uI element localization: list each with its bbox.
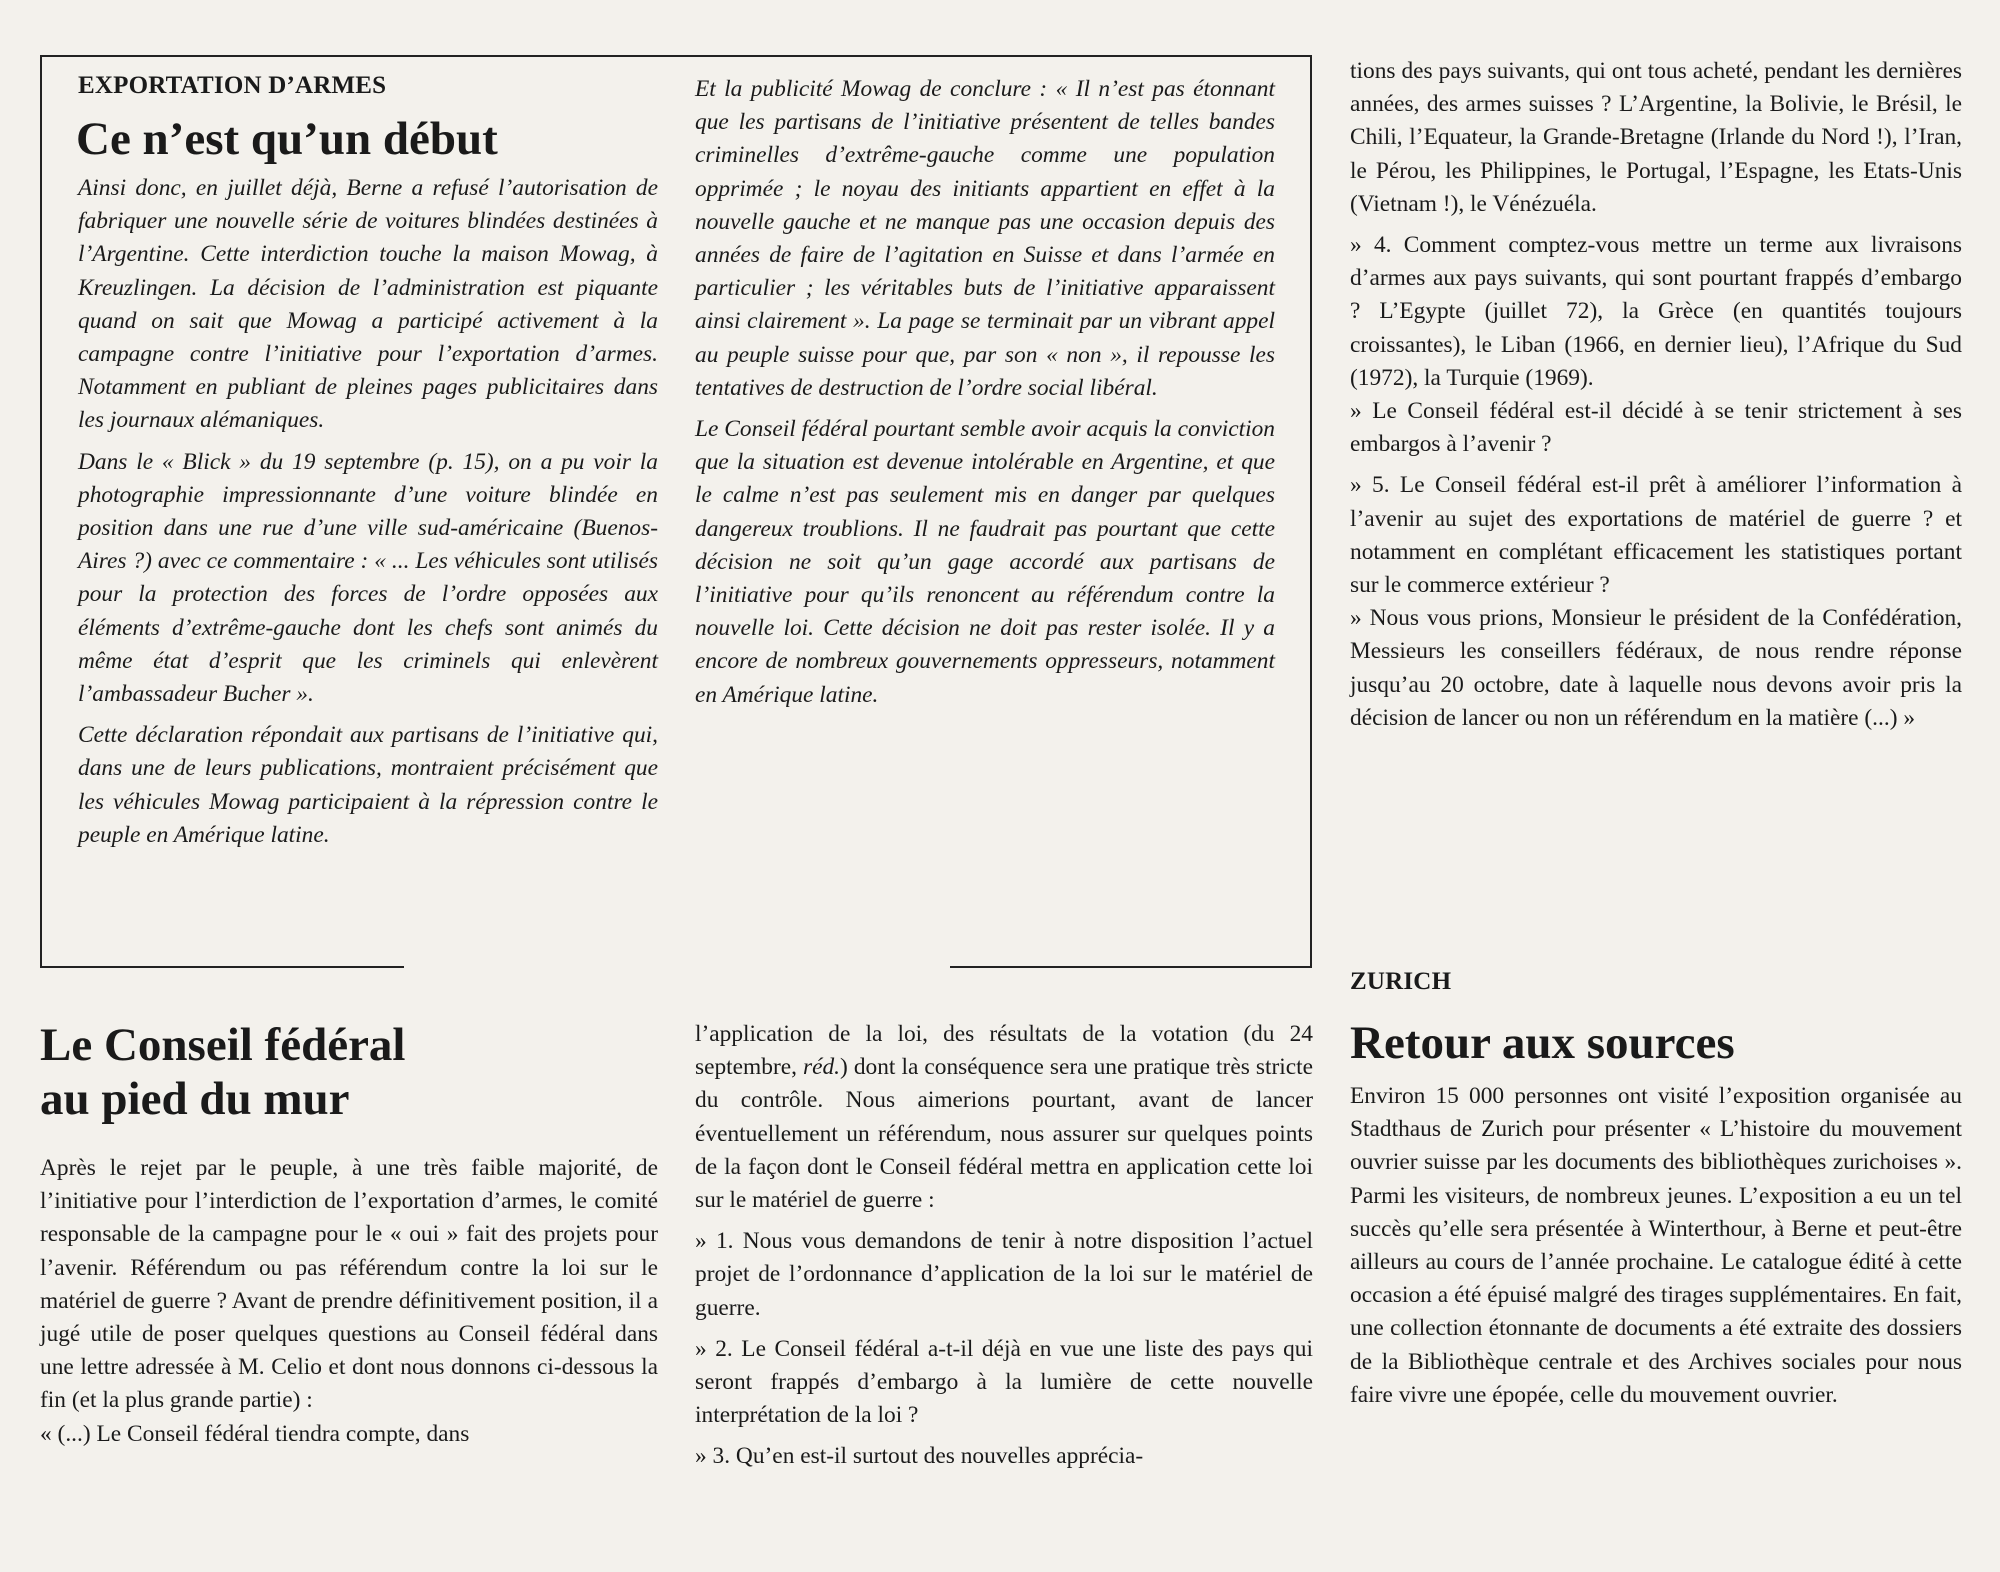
conseil-col2-question-1: » 1. Nous vous demandons de tenir à notre disposition l’actuel projet de l’ordonnance d’application de la loi sur le matériel de guerre. (695, 1228, 1313, 1321)
conseil-col2-intro-b: ) dont la conséquence sera une pratique très stricte du contrôle. Nous aimerions pourtant, avant de lancer éventuellement un référendum, nous assurer sur quelques points de la façon dont le Conseil fédéral mettra en application cette loi sur le matériel de guerre : (695, 1054, 1313, 1214)
conseil-col1-para-1: Après le rejet par le peuple, à une très faible majorité, de l’initiative pour l’interdiction de l’exportation d’armes, le comité responsable de la campagne pour le « oui » fait des projets pour l’avenir. Référendum ou pas référendum contre la loi sur le matériel de guerre ? Avant de prendre définitivement position, il a jugé utile de poser quelques questions au Conseil fédéral dans une lettre adressée à M. Celio et dont nous donnons ci-dessous la fin (et la plus grande partie) : (40, 1155, 658, 1414)
box-headline: Ce n’est qu’un début (76, 113, 498, 165)
box-border-top (40, 55, 1312, 57)
box-column-2 (695, 73, 1275, 712)
letter-para-4: » 4. Comment comptez-vous mettre un terme aux livraisons d’armes aux pays suivants, qui sont pourtant frappés d’embargo ? L’Egypte (juillet 72), la Grèce (en quantités toujours croissantes), le Liban (1966, en dernier lieu), l’Afrique du Sud (1972), la Turquie (1969). (1350, 232, 1962, 391)
letter-para-embargo: » Le Conseil fédéral est-il décidé à se tenir strictement à ses embargos à l’avenir ? (1350, 398, 1962, 458)
conseil-col2-question-3: » 3. Qu’en est-il surtout des nouvelles apprécia- (695, 1443, 1144, 1470)
conseil-column-1 (40, 1152, 658, 1451)
conseil-column-2 (695, 1018, 1313, 1474)
letter-para-5: » 5. Le Conseil fédéral est-il prêt à améliorer l’information à l’avenir au sujet des exportations de matériel de guerre ? et notamment en complétant efficacement les statistiques portant sur le commerce extérieur ? (1350, 472, 1962, 599)
box-border-right (1310, 55, 1312, 967)
letter-para-continuation: tions des pays suivants, qui ont tous acheté, pendant les dernières années, des armes suisses ? L’Argentine, la Bolivie, le Brésil, le Chili, l’Equateur, la Grande-Bretagne (Irlande du Nord !), l’Iran, le Pérou, les Philippines, le Portugal, l’Espagne, les Etats-Unis (Vietnam !), le Vénézuéla. (1350, 58, 1962, 217)
conseil-col2-intro (695, 1018, 1313, 1217)
right-column-letter (1350, 55, 1962, 735)
box-column-1 (78, 172, 658, 852)
conseil-col2-intro-a: l’application de la loi, des résultats de la votation (du 24 septembre, (695, 1021, 1313, 1081)
box-col1-para-1: Ainsi donc, en juillet déjà, Berne a refusé l’autorisation de fabriquer une nouvelle série de voitures blindées destinées à l’Argentine. Cette interdiction touche la maison Mowag, à Kreuzlingen. La décision de l’administration est piquante quand on sait que Mowag a participé activement à la campagne contre l’initiative pour l’exportation d’armes. Notamment en publiant de pleines pages publicitaires dans les journaux alémaniques. (78, 175, 658, 434)
zurich-body: Environ 15 000 personnes ont visité l’exposition organisée au Stadthaus de Zurich pour présenter « L’histoire du mouvement ouvrier suisse par les documents des bibliothèques zurichoises ». Parmi les visiteurs, de nombreux jeunes. L’exposition a eu un tel succès qu’elle sera présentée à Winterthour, à Berne et peut-être ailleurs au cours de l’année prochaine. Le catalogue édité à cette occasion a été épuisé malgré des tirages supplémentaires. En fait, une collection étonnante de documents a été extraite des dossiers de la Bibliothèque centrale et des Archives sociales pour nous faire vivre une épopée, celle du mouvement ouvrier. (1350, 1083, 1962, 1408)
conseil-col2-intro-red: réd. (803, 1054, 841, 1081)
box-kicker: EXPORTATION D’ARMES (78, 72, 387, 99)
zurich-headline: Retour aux sources (1350, 1017, 1735, 1069)
zurich-column (1350, 1080, 1962, 1412)
zurich-kicker: ZURICH (1350, 968, 1452, 995)
conseil-headline (40, 1018, 406, 1126)
box-border-bottom-left (40, 966, 404, 968)
box-col2-para-1: Et la publicité Mowag de conclure : « Il n’est pas étonnant que les partisans de l’initiative présentent de telles bandes criminelles d’extrême-gauche comme une population opprimée ; le noyau des initiants appartient en effet à la nouvelle gauche et ne manque pas une occasion depuis des années de faire de l’agitation en Suisse et dans l’armée en particulier ; les véritables buts de l’initiative apparaissent ainsi clairement ». La page se terminait par un vibrant appel au peuple suisse pour que, par son « non », il repousse les tentatives de destruction de l’ordre social libéral. (695, 76, 1275, 401)
box-border-bottom-right (950, 966, 1312, 968)
letter-para-closing: » Nous vous prions, Monsieur le président de la Confédération, Messieurs les conseillers fédéraux, de nous rendre réponse jusqu’au 20 octobre, date à laquelle nous devons avoir pris la décision de lancer ou non un référendum en la matière (...) » (1350, 605, 1962, 731)
conseil-col2-question-2: » 2. Le Conseil fédéral a-t-il déjà en vue une liste des pays qui seront frappés d’embargo à la lumière de cette nouvelle interprétation de la loi ? (695, 1335, 1313, 1429)
box-col1-para-2: Dans le « Blick » du 19 septembre (p. 15), on a pu voir la photographie impressionnante d’une voiture blindée en position dans une rue d’une ville sud-américaine (Buenos-Aires ?) avec ce commentaire : « ... Les véhicules sont utilisés pour la protection des forces de l’ordre opposées aux éléments d’extrême-gauche dont les chefs sont animés du même état d’esprit que les criminels qui enlevèrent l’ambassadeur Bucher ». (78, 448, 658, 708)
conseil-col1-para-2: « (...) Le Conseil fédéral tiendra compte, dans (40, 1420, 470, 1447)
conseil-headline-line-1: Le Conseil fédéral (40, 1019, 406, 1071)
box-col2-para-2: Le Conseil fédéral pourtant semble avoir acquis la conviction que la situation est devenue intolérable en Argentine, et que le calme n’est pas seulement mis en danger par quelques dangereux troublions. Il ne faudrait pas pourtant que cette décision ne soit qu’un gage accordé aux partisans de l’initiative pour qu’ils renoncent au référendum contre la nouvelle loi. Cette décision ne doit pas rester isolée. Il y a encore de nombreux gouvernements oppresseurs, notamment en Amérique latine. (695, 416, 1275, 708)
conseil-headline-line-2: au pied du mur (40, 1073, 350, 1125)
box-border-left (40, 55, 42, 967)
box-col1-para-3: Cette déclaration répondait aux partisans de l’initiative qui, dans une de leurs publications, montraient précisément que les véhicules Mowag participaient à la répression contre le peuple en Amérique latine. (78, 722, 658, 848)
